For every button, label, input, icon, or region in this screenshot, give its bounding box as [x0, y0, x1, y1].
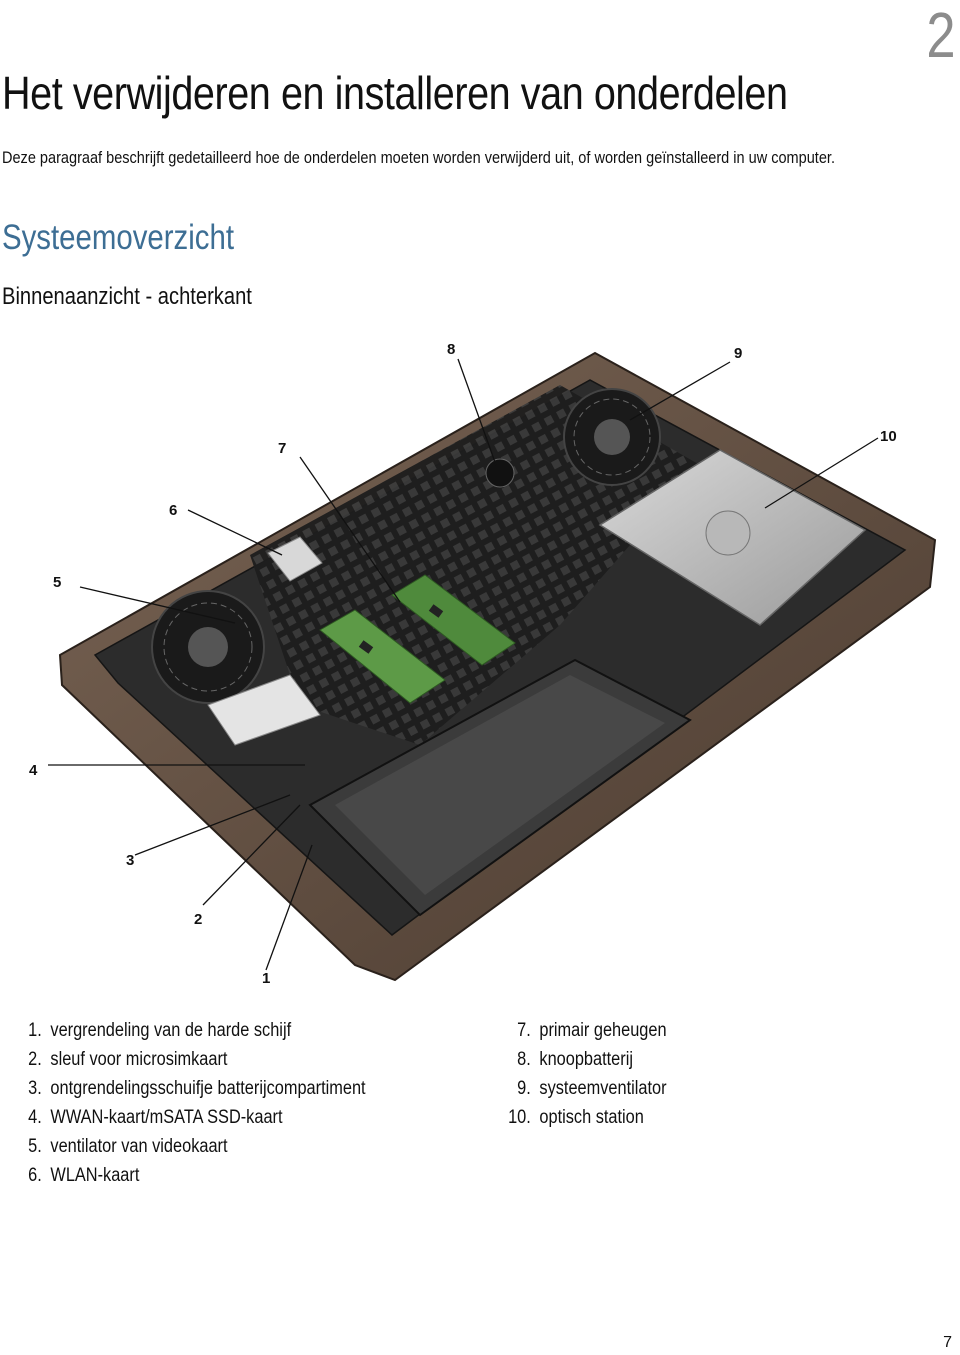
legend-label: WWAN-kaart/mSATA SSD-kaart [50, 1107, 283, 1128]
legend-number: 6. [28, 1165, 42, 1186]
callout-5: 5 [53, 574, 62, 591]
chapter-number: 2 [926, 0, 956, 71]
legend-number: 2. [28, 1049, 42, 1070]
legend-label: ventilator van videokaart [50, 1136, 228, 1157]
legend-item [505, 1045, 667, 1074]
system-fan [564, 389, 660, 485]
legend-number: 1. [28, 1020, 42, 1041]
page-number: 7 [943, 1334, 952, 1351]
legend-item [16, 1074, 366, 1103]
callout-1: 1 [262, 970, 271, 987]
legend-item [505, 1016, 667, 1045]
legend-item [16, 1045, 366, 1074]
callout-10: 10 [880, 428, 897, 445]
callout-7: 7 [278, 440, 287, 457]
legend-number: 8. [517, 1049, 531, 1070]
legend-label: optisch station [539, 1107, 644, 1128]
legend-left [16, 1016, 366, 1190]
legend-number: 5. [28, 1136, 42, 1157]
legend-label: sleuf voor microsimkaart [50, 1049, 228, 1070]
laptop-interior-illustration [0, 325, 960, 995]
callout-9: 9 [734, 345, 743, 362]
legend-label: systeemventilator [539, 1078, 667, 1099]
callout-4: 4 [29, 762, 38, 779]
legend-label: WLAN-kaart [50, 1165, 140, 1186]
legend-number: 7. [517, 1020, 531, 1041]
chapter-title: Het verwijderen en installeren van onderdelen [2, 67, 788, 119]
legend-number: 9. [517, 1078, 531, 1099]
callout-8: 8 [447, 341, 456, 358]
callout-3: 3 [126, 852, 135, 869]
legend-item [16, 1161, 366, 1190]
legend-item [16, 1103, 366, 1132]
legend-number: 10. [508, 1107, 531, 1128]
legend-label: vergrendeling van de harde schijf [50, 1020, 292, 1041]
legend-right [505, 1016, 667, 1132]
legend-label: knoopbatterij [539, 1049, 633, 1070]
legend-item [16, 1132, 366, 1161]
legend-label: ontgrendelingsschuifje batterijcompartiment [50, 1078, 366, 1099]
laptop-interior-figure [0, 325, 960, 995]
intro-paragraph: Deze paragraaf beschrijft gedetailleerd hoe de onderdelen moeten worden verwijderd uit, of worden geïnstalleerd in uw computer. [2, 149, 835, 167]
legend-label: primair geheugen [539, 1020, 667, 1041]
callout-2: 2 [194, 911, 203, 928]
section-subtitle: Binnenaanzicht - achterkant [2, 283, 252, 310]
callout-6: 6 [169, 502, 178, 519]
coin-battery [486, 459, 514, 487]
legend-item [16, 1016, 366, 1045]
section-title: Systeemoverzicht [2, 218, 235, 257]
legend-item [505, 1074, 667, 1103]
legend-item [505, 1103, 667, 1132]
legend-number: 4. [28, 1107, 42, 1128]
legend-number: 3. [28, 1078, 42, 1099]
